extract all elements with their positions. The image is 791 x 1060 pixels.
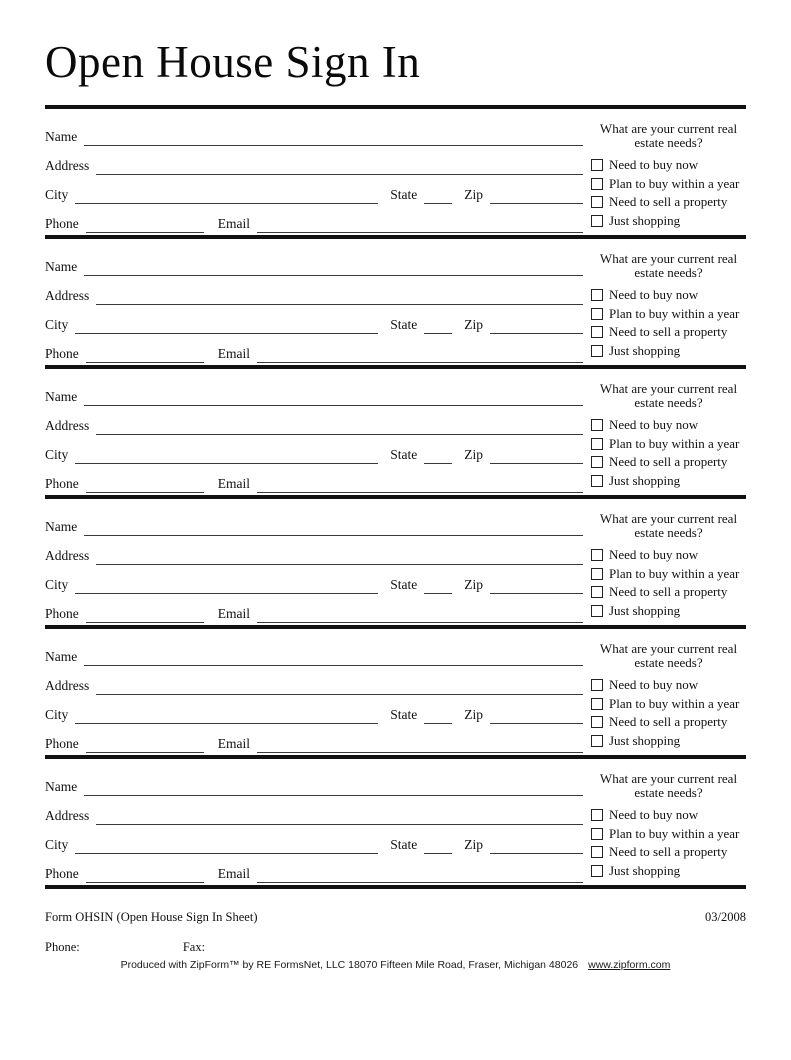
- needs-question-line1: What are your current real: [599, 641, 738, 656]
- real-estate-needs-panel: [591, 117, 746, 235]
- city-label: City: [45, 577, 69, 592]
- address-label: Address: [45, 288, 90, 303]
- email-input-line[interactable]: [257, 750, 583, 753]
- needs-question-line2: estate needs?: [634, 785, 703, 800]
- footer-fax-label: Fax:: [182, 940, 206, 954]
- signin-entry-section: [45, 499, 746, 629]
- option-need-to-sell-property: [591, 323, 746, 342]
- address-label: Address: [45, 158, 90, 173]
- need-to-sell-property-label: Need to sell a property: [609, 844, 728, 860]
- phone-label: Phone: [45, 606, 79, 621]
- needs-question-line1: What are your current real: [599, 771, 738, 786]
- option-plan-to-buy-within-year: [591, 435, 746, 454]
- email-label: Email: [217, 606, 250, 621]
- option-just-shopping: [591, 862, 746, 881]
- city-label: City: [45, 187, 69, 202]
- option-need-to-buy-now: [591, 546, 746, 565]
- needs-question-line2: estate needs?: [634, 395, 703, 410]
- need-to-sell-property-checkbox[interactable]: [591, 326, 603, 338]
- name-row: [45, 247, 583, 276]
- plan-to-buy-within-year-label: Plan to buy within a year: [609, 435, 740, 451]
- entry-fields: [45, 767, 583, 885]
- option-just-shopping: [591, 472, 746, 491]
- footer-produced-row: [45, 959, 746, 971]
- name-row: [45, 767, 583, 796]
- just-shopping-label: Just shopping: [609, 472, 681, 488]
- need-to-buy-now-label: Need to buy now: [609, 547, 699, 563]
- address-label: Address: [45, 678, 90, 693]
- address-row: [45, 406, 583, 435]
- signin-entry-section: [45, 759, 746, 889]
- city-state-zip-row: [45, 435, 583, 464]
- phone-input-line[interactable]: [86, 490, 204, 493]
- state-label: State: [390, 447, 418, 462]
- plan-to-buy-within-year-checkbox[interactable]: [591, 438, 603, 450]
- option-need-to-buy-now: [591, 286, 746, 305]
- phone-email-row: [45, 854, 583, 883]
- state-label: State: [390, 187, 418, 202]
- plan-to-buy-within-year-checkbox[interactable]: [591, 568, 603, 580]
- needs-question-line1: What are your current real: [599, 511, 738, 526]
- produced-by-text: Produced with ZipForm™ by RE FormsNet, LLC 18070 Fifteen Mile Road, Fraser, Michigan 48026: [120, 959, 579, 971]
- open-house-sign-in-sheet: [0, 36, 791, 971]
- just-shopping-checkbox[interactable]: [591, 345, 603, 357]
- just-shopping-label: Just shopping: [609, 342, 681, 358]
- option-just-shopping: [591, 212, 746, 231]
- name-row: [45, 507, 583, 536]
- need-to-buy-now-checkbox[interactable]: [591, 419, 603, 431]
- just-shopping-label: Just shopping: [609, 862, 681, 878]
- entry-fields: [45, 117, 583, 235]
- just-shopping-label: Just shopping: [609, 212, 681, 228]
- signin-entry-section: [45, 629, 746, 759]
- address-label: Address: [45, 418, 90, 433]
- real-estate-needs-panel: [591, 507, 746, 625]
- phone-input-line[interactable]: [86, 360, 204, 363]
- entry-fields: [45, 507, 583, 625]
- phone-input-line[interactable]: [86, 620, 204, 623]
- real-estate-needs-panel: [591, 767, 746, 885]
- phone-label: Phone: [45, 736, 79, 751]
- need-to-sell-property-label: Need to sell a property: [609, 584, 728, 600]
- city-label: City: [45, 317, 69, 332]
- need-to-buy-now-label: Need to buy now: [609, 807, 699, 823]
- need-to-sell-property-label: Need to sell a property: [609, 324, 728, 340]
- phone-email-row: [45, 724, 583, 753]
- needs-question: [591, 252, 746, 280]
- state-label: State: [390, 317, 418, 332]
- needs-question: [591, 642, 746, 670]
- needs-question-line1: What are your current real: [599, 121, 738, 136]
- email-input-line[interactable]: [257, 490, 583, 493]
- option-need-to-buy-now: [591, 156, 746, 175]
- entry-fields: [45, 247, 583, 365]
- needs-question: [591, 122, 746, 150]
- signin-entry-section: [45, 369, 746, 499]
- need-to-buy-now-label: Need to buy now: [609, 157, 699, 173]
- needs-question: [591, 382, 746, 410]
- plan-to-buy-within-year-checkbox[interactable]: [591, 178, 603, 190]
- city-label: City: [45, 447, 69, 462]
- phone-email-row: [45, 464, 583, 493]
- zip-label: Zip: [464, 577, 483, 592]
- need-to-buy-now-label: Need to buy now: [609, 417, 699, 433]
- phone-label: Phone: [45, 866, 79, 881]
- footer-phone-label: Phone:: [45, 940, 80, 954]
- email-input-line[interactable]: [257, 880, 583, 883]
- need-to-buy-now-checkbox[interactable]: [591, 549, 603, 561]
- need-to-buy-now-checkbox[interactable]: [591, 159, 603, 171]
- need-to-buy-now-label: Need to buy now: [609, 677, 699, 693]
- zip-label: Zip: [464, 447, 483, 462]
- option-just-shopping: [591, 342, 746, 361]
- real-estate-needs-panel: [591, 637, 746, 755]
- name-label: Name: [45, 129, 78, 144]
- plan-to-buy-within-year-label: Plan to buy within a year: [609, 565, 740, 581]
- name-label: Name: [45, 389, 78, 404]
- form-id-text: Form OHSIN (Open House Sign In Sheet): [45, 910, 258, 924]
- plan-to-buy-within-year-label: Plan to buy within a year: [609, 305, 740, 321]
- address-row: [45, 666, 583, 695]
- phone-label: Phone: [45, 476, 79, 491]
- city-state-zip-row: [45, 565, 583, 594]
- plan-to-buy-within-year-checkbox[interactable]: [591, 698, 603, 710]
- need-to-sell-property-checkbox[interactable]: [591, 196, 603, 208]
- zip-label: Zip: [464, 187, 483, 202]
- footer-phone-fax-row: [45, 940, 746, 955]
- name-row: [45, 637, 583, 666]
- city-state-zip-row: [45, 175, 583, 204]
- address-label: Address: [45, 808, 90, 823]
- address-row: [45, 796, 583, 825]
- page-title: Open House Sign In: [45, 37, 421, 87]
- real-estate-needs-panel: [591, 247, 746, 365]
- email-label: Email: [217, 476, 250, 491]
- city-state-zip-row: [45, 825, 583, 854]
- email-input-line[interactable]: [257, 230, 583, 233]
- option-plan-to-buy-within-year: [591, 305, 746, 324]
- real-estate-needs-panel: [591, 377, 746, 495]
- name-label: Name: [45, 779, 78, 794]
- option-just-shopping: [591, 602, 746, 621]
- state-label: State: [390, 837, 418, 852]
- need-to-sell-property-checkbox[interactable]: [591, 846, 603, 858]
- name-row: [45, 117, 583, 146]
- need-to-buy-now-checkbox[interactable]: [591, 809, 603, 821]
- need-to-sell-property-checkbox[interactable]: [591, 716, 603, 728]
- option-plan-to-buy-within-year: [591, 175, 746, 194]
- phone-email-row: [45, 594, 583, 623]
- address-row: [45, 276, 583, 305]
- just-shopping-checkbox[interactable]: [591, 865, 603, 877]
- state-label: State: [390, 707, 418, 722]
- need-to-sell-property-label: Need to sell a property: [609, 714, 728, 730]
- need-to-sell-property-label: Need to sell a property: [609, 454, 728, 470]
- option-need-to-sell-property: [591, 583, 746, 602]
- needs-question-line2: estate needs?: [634, 525, 703, 540]
- zipform-link[interactable]: www.zipform.com: [588, 959, 671, 971]
- just-shopping-label: Just shopping: [609, 602, 681, 618]
- just-shopping-checkbox[interactable]: [591, 735, 603, 747]
- option-need-to-sell-property: [591, 843, 746, 862]
- name-label: Name: [45, 259, 78, 274]
- name-row: [45, 377, 583, 406]
- signin-sections: [45, 109, 746, 889]
- option-plan-to-buy-within-year: [591, 825, 746, 844]
- city-state-zip-row: [45, 305, 583, 334]
- option-need-to-buy-now: [591, 676, 746, 695]
- needs-question-line1: What are your current real: [599, 381, 738, 396]
- zip-label: Zip: [464, 317, 483, 332]
- city-label: City: [45, 837, 69, 852]
- need-to-sell-property-checkbox[interactable]: [591, 456, 603, 468]
- just-shopping-label: Just shopping: [609, 732, 681, 748]
- email-label: Email: [217, 736, 250, 751]
- address-label: Address: [45, 548, 90, 563]
- email-input-line[interactable]: [257, 360, 583, 363]
- plan-to-buy-within-year-label: Plan to buy within a year: [609, 825, 740, 841]
- option-need-to-sell-property: [591, 713, 746, 732]
- zip-label: Zip: [464, 707, 483, 722]
- city-state-zip-row: [45, 695, 583, 724]
- city-label: City: [45, 707, 69, 722]
- option-plan-to-buy-within-year: [591, 565, 746, 584]
- option-need-to-sell-property: [591, 193, 746, 212]
- entry-fields: [45, 377, 583, 495]
- phone-input-line[interactable]: [86, 880, 204, 883]
- state-label: State: [390, 577, 418, 592]
- phone-email-row: [45, 204, 583, 233]
- just-shopping-checkbox[interactable]: [591, 475, 603, 487]
- needs-question-line1: What are your current real: [599, 251, 738, 266]
- need-to-sell-property-checkbox[interactable]: [591, 586, 603, 598]
- plan-to-buy-within-year-label: Plan to buy within a year: [609, 695, 740, 711]
- need-to-buy-now-label: Need to buy now: [609, 287, 699, 303]
- plan-to-buy-within-year-checkbox[interactable]: [591, 828, 603, 840]
- needs-question-line2: estate needs?: [634, 135, 703, 150]
- needs-question-line2: estate needs?: [634, 265, 703, 280]
- phone-email-row: [45, 334, 583, 363]
- email-label: Email: [217, 216, 250, 231]
- option-need-to-buy-now: [591, 416, 746, 435]
- plan-to-buy-within-year-label: Plan to buy within a year: [609, 175, 740, 191]
- option-need-to-buy-now: [591, 806, 746, 825]
- zip-label: Zip: [464, 837, 483, 852]
- name-label: Name: [45, 649, 78, 664]
- email-label: Email: [217, 866, 250, 881]
- needs-question-line2: estate needs?: [634, 655, 703, 670]
- just-shopping-checkbox[interactable]: [591, 215, 603, 227]
- need-to-sell-property-label: Need to sell a property: [609, 194, 728, 210]
- just-shopping-checkbox[interactable]: [591, 605, 603, 617]
- entry-fields: [45, 637, 583, 755]
- option-need-to-sell-property: [591, 453, 746, 472]
- email-input-line[interactable]: [257, 620, 583, 623]
- revision-date: 03/2008: [705, 910, 746, 924]
- phone-input-line[interactable]: [86, 230, 204, 233]
- phone-input-line[interactable]: [86, 750, 204, 753]
- needs-question: [591, 772, 746, 800]
- needs-question: [591, 512, 746, 540]
- signin-entry-section: [45, 109, 746, 239]
- email-label: Email: [217, 346, 250, 361]
- address-row: [45, 536, 583, 565]
- address-row: [45, 146, 583, 175]
- option-just-shopping: [591, 732, 746, 751]
- plan-to-buy-within-year-checkbox[interactable]: [591, 308, 603, 320]
- need-to-buy-now-checkbox[interactable]: [591, 679, 603, 691]
- phone-label: Phone: [45, 216, 79, 231]
- option-plan-to-buy-within-year: [591, 695, 746, 714]
- phone-label: Phone: [45, 346, 79, 361]
- signin-entry-section: [45, 239, 746, 369]
- name-label: Name: [45, 519, 78, 534]
- need-to-buy-now-checkbox[interactable]: [591, 289, 603, 301]
- footer-form-id-row: [45, 910, 746, 925]
